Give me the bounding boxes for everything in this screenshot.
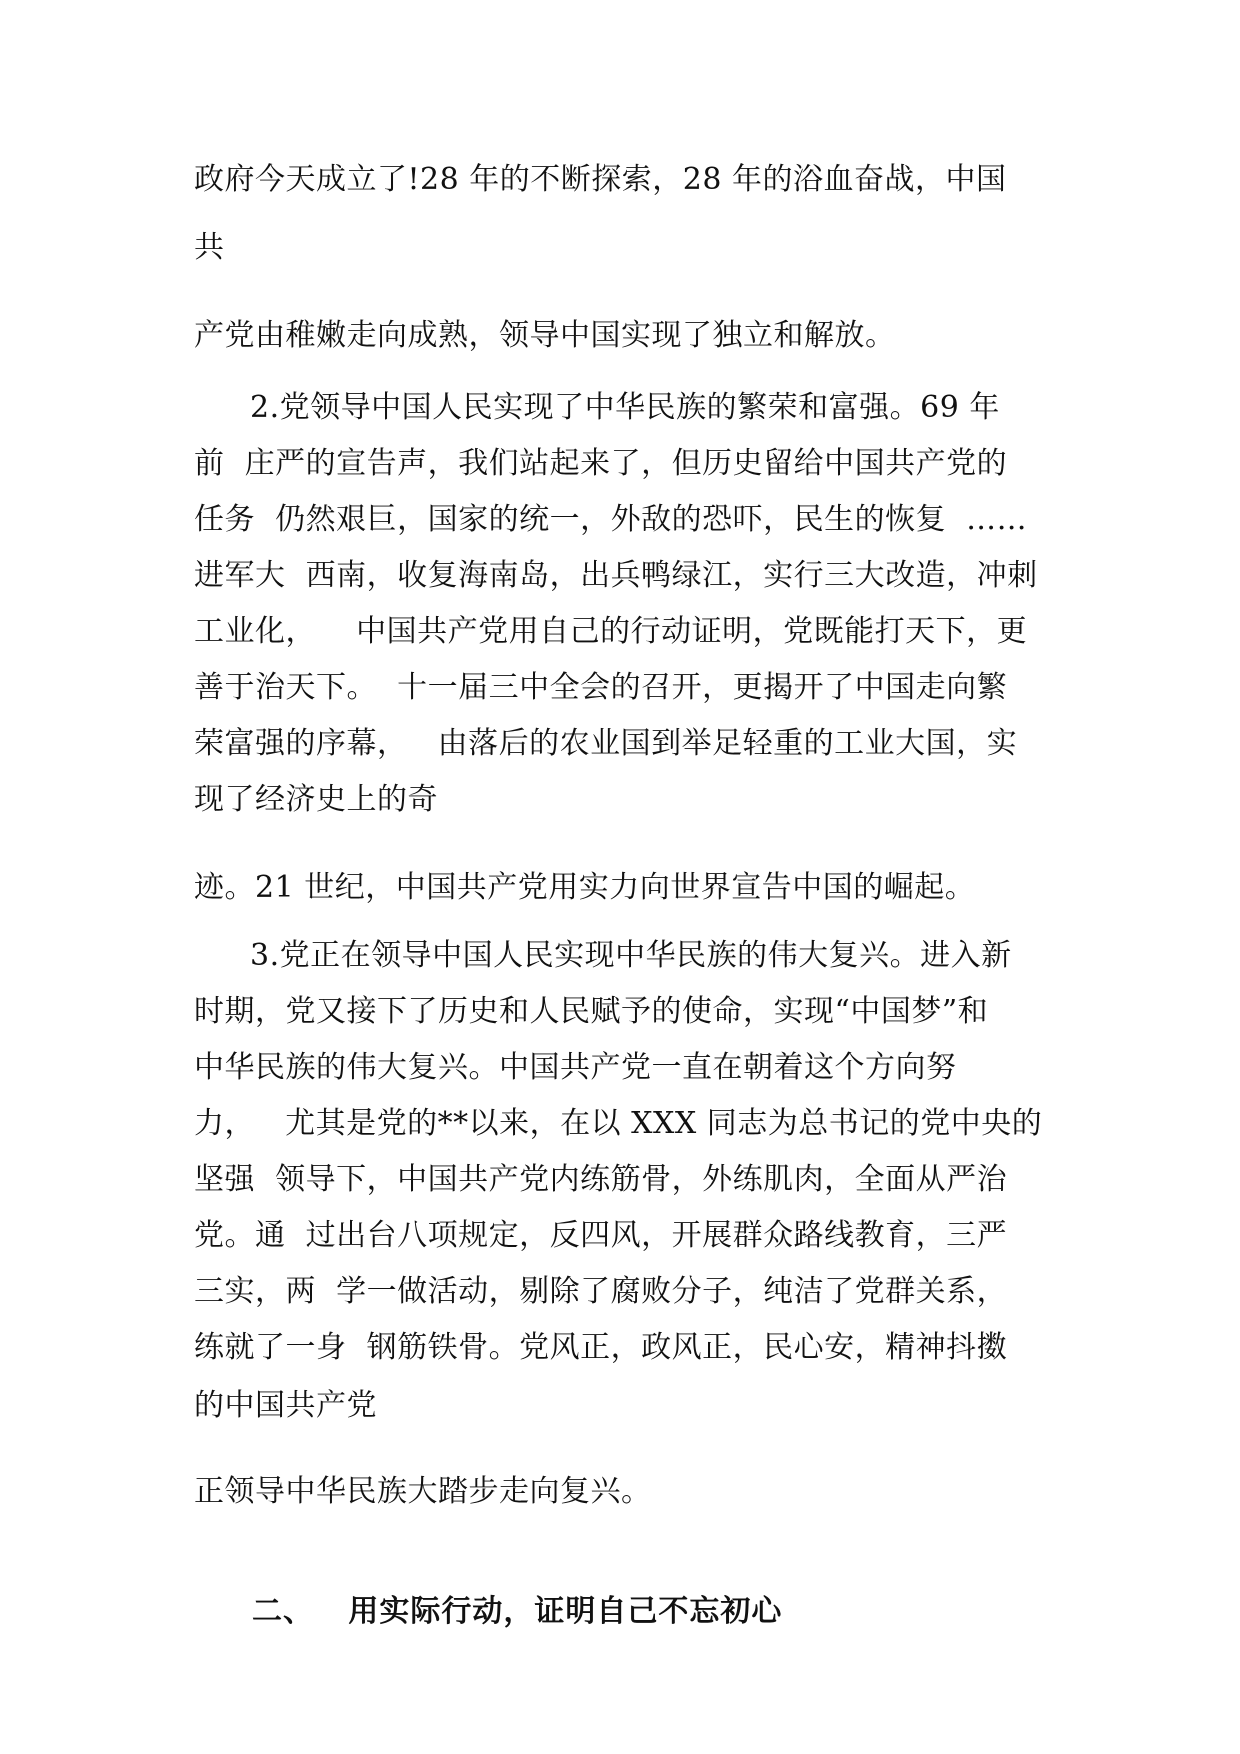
body-text-line: 现了经济史上的奇 <box>194 782 438 817</box>
body-text-line: 正领导中华民族大踏步走向复兴。 <box>194 1474 652 1509</box>
section-heading: 二、 用实际行动，证明自己不忘初心 <box>252 1594 783 1629</box>
body-text-line: 坚强 领导下，中国共产党内练筋骨，外练肌肉，全面从严治 <box>194 1162 1008 1197</box>
body-text-line: 迹。21 世纪，中国共产党用实力向世界宣告中国的崛起。 <box>194 870 976 905</box>
body-text-line: 力， 尤其是党的**以来，在以 XXX 同志为总书记的党中央的 <box>194 1106 1043 1141</box>
body-text-line: 中华民族的伟大复兴。中国共产党一直在朝着这个方向努 <box>194 1050 957 1085</box>
body-text-line: 共 <box>194 230 225 265</box>
body-text-line: 的中国共产党 <box>194 1388 377 1423</box>
body-text-line: 时期，党又接下了历史和人民赋予的使命，实现“中国梦”和 <box>194 994 989 1029</box>
body-text-line: 政府今天成立了!28 年的不断探索，28 年的浴血奋战，中国 <box>194 162 1007 197</box>
body-text-line: 三实，两 学一做活动，剔除了腐败分子，纯洁了党群关系， <box>194 1274 1008 1309</box>
paragraph-start-line: 3.党正在领导中国人民实现中华民族的伟大复兴。进入新 <box>250 938 1012 973</box>
body-text-line: 练就了一身 钢筋铁骨。党风正，政风正，民心安，精神抖擞 <box>194 1330 1008 1365</box>
body-text-line: 任务 仍然艰巨，国家的统一，外敌的恐吓，民生的恢复 …… <box>194 502 1028 537</box>
body-text-line: 善于治天下。 十一届三中全会的召开，更揭开了中国走向繁 <box>194 670 1008 705</box>
body-text-line: 前 庄严的宣告声，我们站起来了，但历史留给中国共产党的 <box>194 446 1008 481</box>
paragraph-start-line: 2.党领导中国人民实现了中华民族的繁荣和富强。69 年 <box>250 390 1000 425</box>
body-text-line: 产党由稚嫩走向成熟，领导中国实现了独立和解放。 <box>194 318 896 353</box>
body-text-line: 党。通 过出台八项规定，反四风，开展群众路线教育，三严 <box>194 1218 1008 1253</box>
body-text-line: 荣富强的序幕， 由落后的农业国到举足轻重的工业大国，实 <box>194 726 1018 761</box>
body-text-line: 工业化， 中国共产党用自己的行动证明，党既能打天下，更 <box>194 614 1028 649</box>
body-text-line: 进军大 西南，收复海南岛，出兵鸭绿江，实行三大改造，冲刺 <box>194 558 1038 593</box>
